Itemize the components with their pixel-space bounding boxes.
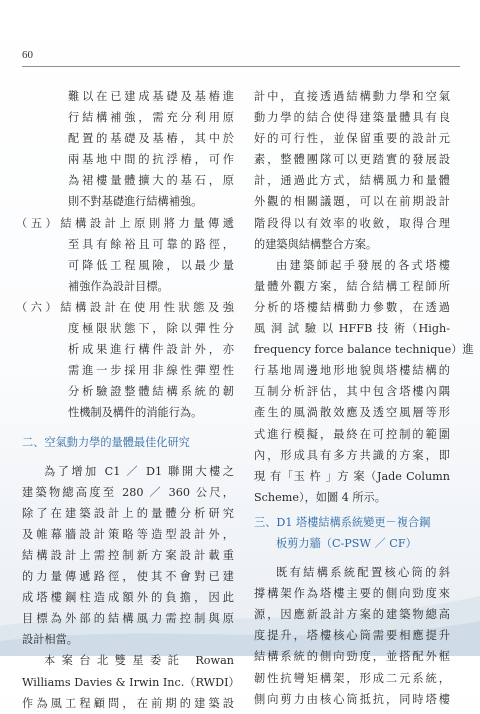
text-line: Williams Davies & Irwin Inc.（RWDI） [22, 675, 240, 689]
text-line: 為裙樓量體擴大的基石，原 [68, 174, 234, 188]
text-line: 產生的風渦散效應及透空風層等形 [254, 406, 450, 420]
text-line: 量體外觀方案，結合結構工程師所 [254, 279, 450, 293]
text-line: 設計相當。 [22, 633, 78, 647]
text-line: 為了增加 C1 ／ D1 聯開大樓之 [44, 464, 234, 478]
text-line: 式進行模擬，最終在可控制的範圍 [254, 427, 450, 441]
text-line: 行結構補強，需充分利用原 [68, 111, 234, 125]
right-column [254, 86, 474, 710]
header-rule [22, 66, 460, 67]
text-line: 需進一步採用非線性彈塑性 [68, 364, 234, 378]
text-line: 配置的基礎及基樁，其中於 [68, 132, 234, 146]
text-line: 的建築與結構整合方案。 [254, 237, 378, 251]
section-heading: 二、空氣動力學的量體最佳化研究 [22, 435, 190, 449]
text-line: 兩基地中間的抗浮樁，可作 [68, 153, 234, 167]
text-line: 計，通過此方式，結構風力和量體 [254, 174, 450, 188]
text-line: 的力量傳遞路徑，使其不會對已建 [22, 570, 234, 584]
text-line: 作為風工程顧問，在前期的建築設 [22, 696, 234, 710]
list-item-5: （五）結構設計上原則將力量傳遞 [16, 216, 234, 230]
text-line: 計中，直接透過結構動力學和空氣 [254, 90, 450, 103]
text-line: 析成果進行構件設計外，亦 [68, 343, 234, 357]
text-line: 好的可行性，並保留重要的設計元 [254, 132, 450, 146]
text-line: 撐構架作為塔樓主要的側向勁度來 [254, 587, 450, 601]
text-line: 至具有餘裕且可靠的路徑， [68, 237, 234, 251]
text-line: 行基地周邊地形地貌與塔樓結構的 [254, 364, 450, 378]
section-heading: 三、D1 塔樓結構系統變更－複合鋼 [254, 515, 431, 529]
text-line: 建築物總高度至 280 ／ 360 公尺， [22, 485, 234, 499]
text-line: 度提升，塔樓核心筒需要相應提升 [254, 629, 450, 643]
text-line: 目標為外部的結構風力需控制與原 [22, 612, 234, 626]
text-line: 本案台北雙星委託 Rowan [44, 654, 234, 668]
left-column [16, 86, 240, 714]
text-line: 既有結構系統配置核心筒的斜 [276, 566, 450, 580]
text-line: 結構設計上需控制新方案設計載重 [22, 548, 234, 562]
text-line: 內，形成具有多方共識的方案，即 [254, 448, 450, 462]
text-line: 韌性抗彎矩構架，形成二元系統， [254, 671, 450, 685]
text-line: 除了在建築設計上的量體分析研究 [22, 506, 234, 520]
text-line: 性機制及構件的消能行為。 [68, 406, 203, 420]
text-line: 度極限狀態下，除以彈性分 [68, 322, 234, 336]
text-line: 階段得以有效率的收斂，取得合理 [254, 216, 450, 230]
text-line: 難以在已建成基礎及基樁進 [68, 90, 234, 103]
text-line: 由建築師起手發展的各式塔樓 [276, 258, 450, 272]
text-line: 分析驗證整體結構系統的韌 [68, 385, 234, 399]
text-line: 側向剪力由核心筒抵抗，同時塔樓 [254, 692, 450, 706]
text-line: 則不對基礎進行結構補強。 [68, 195, 203, 209]
text-line: 風 洞 試 驗 以 HFFB 技 術（High- [254, 322, 450, 336]
text-line: 分析的塔樓結構動力參數，在透過 [254, 300, 450, 314]
text-line: 結構系統的側向勁度，並搭配外框 [254, 650, 450, 664]
text-line: 可降低工程風險，以最少量 [68, 258, 234, 272]
text-line: 源，因應新設計方案的建築物總高 [254, 608, 450, 622]
text-line: 成塔樓鋼柱造成額外的負擔，因此 [22, 591, 234, 605]
text-line: 及帷幕牆設計策略等造型設計外， [22, 527, 234, 541]
section-heading-cont: 板剪力牆（C-PSW ／ CF） [276, 536, 417, 550]
text-line: Scheme），如圖 4 所示。 [254, 490, 386, 504]
text-line: 補強作為設計目標。 [68, 279, 169, 293]
text-line: frequency force balance technique）進 [254, 343, 474, 357]
list-item-6: （六）結構設計在使用性狀態及強 [16, 300, 234, 314]
text-line: 外觀的相關議題，可以在前期設計 [254, 195, 450, 209]
text-line: 現 有「玉 杵 」方 案（Jade Column [254, 469, 450, 483]
text-line: 素，整體團隊可以更踏實的發展設 [254, 153, 450, 167]
text-line: 動力學的結合使得建築量體具有良 [254, 111, 450, 125]
text-line: 互制分析評估，其中包含塔樓內隅 [254, 385, 450, 399]
page-number: 60 [22, 49, 33, 61]
